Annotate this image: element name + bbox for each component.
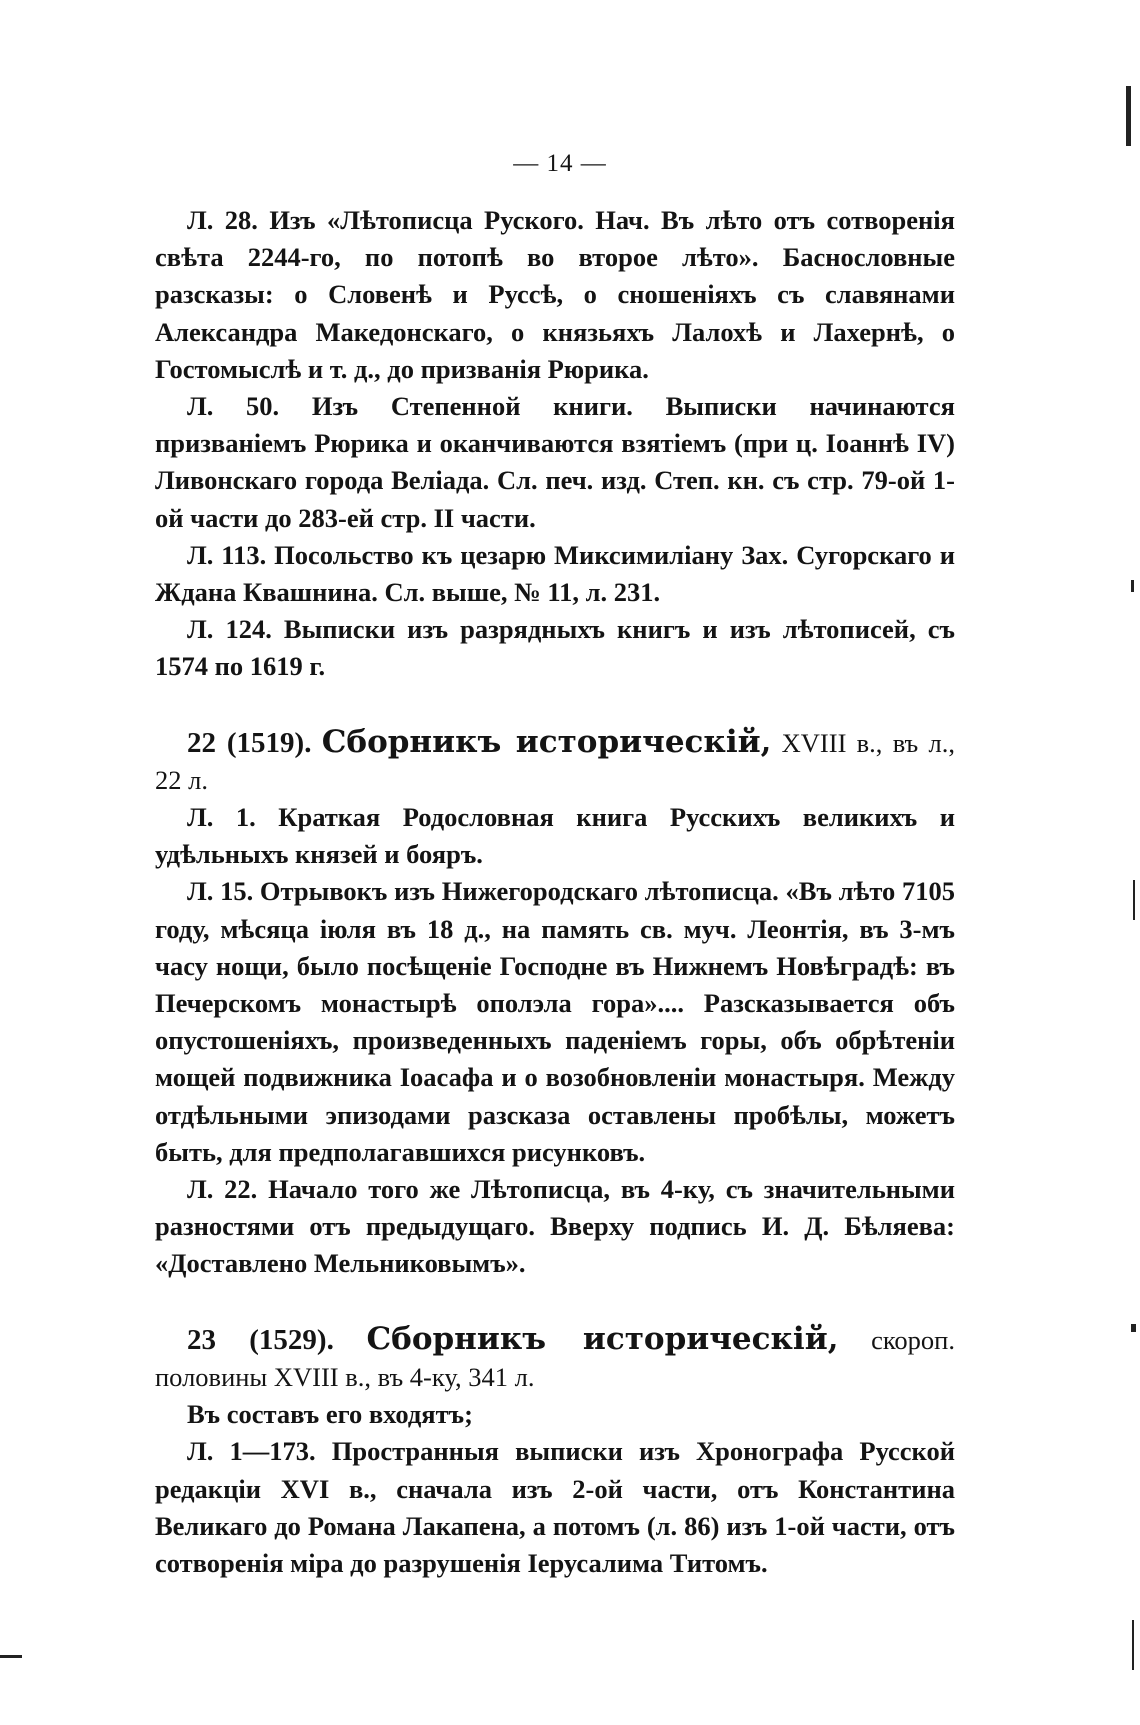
paragraph: Л. 113. Посольство къ цезарю Миксимиліану Зах. Сугорскаго и Ждана Квашнина. Сл. выше, № 11, л. 231. [155,539,955,608]
scan-speck [1131,580,1134,592]
paragraph: Л. 50. Изъ Степенной книги. Выписки начинаются призваніемъ Рюрика и оканчиваются взятіемъ (при ц. Іоаннѣ IV) Ливонскаго города Веліада. Сл. печ. изд. Степ. кн. съ стр. 79-ой 1-ой части до 283-ей стр. II части. [155,391,955,533]
entry-title: Сборникъ историческій, [321,723,772,760]
scan-edge-mark [1132,1620,1134,1670]
paragraph: Л. 1—173. Пространныя выписки изъ Хронографа Русской редакціи XVI в., сначала изъ 2-ой части, отъ Константина Великаго до Романа Лакапена, а потомъ (л. 86) изъ 1-ой части, отъ сотворенія міра до разрушенія Іерусалима Титомъ. [155,1436,955,1578]
paragraph: Л. 15. Отрывокъ изъ Нижегородскаго лѣтописца. «Въ лѣто 7105 году, мѣсяца іюля въ 18 д., на память св. муч. Леонтія, въ 3-мъ часу нощи, было посѣщеніе Господне въ Нижнемъ Новѣградѣ: въ Печерскомъ монастырѣ ополэла гора».... Разсказывается объ опустошеніяхъ, произведенныхъ паденіемъ горы, объ обрѣтеніи мощей подвижника Іоасафа и о возобновленіи монастыря. Между отдѣльными эпизодами разсказа оставлены пробѣлы, можетъ быть, для предполагавшихся рисунковъ. [155,876,955,1167]
paragraph: Л. 22. Начало того же Лѣтописца, въ 4-ку, съ значительными разностями отъ предыдущаго. Вверху подпись И. Д. Бѣляева: «Доставлено Мельниковымъ». [155,1174,955,1279]
catalog-entry-22 [155,724,955,1283]
entry-heading [155,724,955,799]
paragraph: Л. 28. Изъ «Лѣтописца Руского. Нач. Въ лѣто отъ сотворенія свѣта 2244-го, по потопѣ во второе лѣто». Баснословные разсказы: о Словенѣ и Руссѣ, о сношеніяхъ съ славянами Александра Македонскаго, о князьяхъ Лалохѣ и Лахернѣ, о Гостомыслѣ и т. д., до призванія Рюрика. [155,205,955,384]
entry-description: XVIII в., въ л., 22 л. [155,727,955,795]
entry-title: Сборникъ историческій, [366,1320,839,1357]
catalog-entry-23 [155,1321,955,1582]
scan-speck [1131,1324,1136,1332]
continuation-block [155,202,955,686]
entry-description: скороп. половины XVIII в., въ 4-ку, 341 л. [155,1324,955,1392]
entry-number: 23 (1529). [187,1323,334,1356]
entry-number: 22 (1519). [187,726,312,759]
scan-edge-mark [1133,880,1135,920]
paragraph: Въ составъ его входятъ; [187,1399,473,1430]
book-page [155,150,955,1582]
paragraph: Л. 1. Краткая Родословная книга Русскихъ великихъ и удѣльныхъ князей и бояръ. [155,802,955,870]
scan-edge-mark [0,1655,22,1658]
scan-edge-mark [1126,86,1131,146]
paragraph: Л. 124. Выписки изъ разрядныхъ книгъ и изъ лѣтописей, съ 1574 по 1619 г. [155,614,955,682]
page-number: — 14 — [513,150,607,177]
entry-heading [155,1321,955,1396]
